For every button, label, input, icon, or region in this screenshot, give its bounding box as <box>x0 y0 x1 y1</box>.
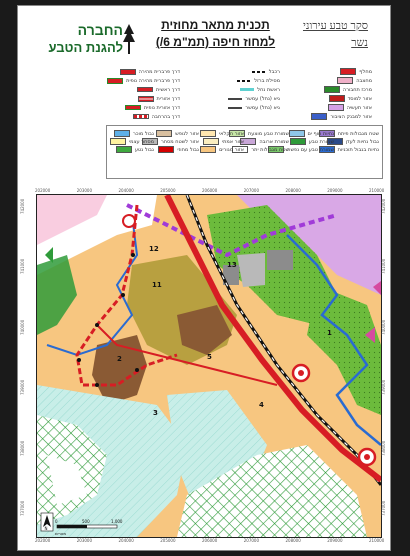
grid-label: 207000 <box>243 538 260 543</box>
legend-item: דרך פרברית מהירה נופית <box>107 77 180 84</box>
grid-label: 210000 <box>369 188 385 193</box>
legend-item: שטח מגבולות פיתח <box>319 130 379 137</box>
grid-label: 202000 <box>35 188 51 193</box>
commercial-block <box>267 250 293 270</box>
zone-label: 3 <box>153 409 158 417</box>
legend-item: גבול נטע <box>116 146 154 153</box>
grid-label: 206000 <box>202 538 218 543</box>
legend-item: אזור לשטח מסחר <box>142 138 199 145</box>
grid-label: 204000 <box>118 188 134 193</box>
legend-item: שמורת טבע <box>290 138 334 145</box>
grid-label: 207000 <box>243 188 260 193</box>
grid-label: 206000 <box>202 188 218 193</box>
legend-item: מסחר עצמי <box>110 138 154 145</box>
organization-name-line1: החברה <box>77 22 123 38</box>
north-arrow-icon <box>41 513 53 531</box>
legend-item: גבול מחוזי <box>158 146 199 153</box>
organization-name-line2: להגנת הטבע <box>48 40 123 55</box>
legend-item: מחצבה <box>337 77 372 84</box>
grid-label: 202000 <box>35 538 51 543</box>
scale-unit: מטרים <box>55 531 67 536</box>
grid-label: 738000 <box>20 440 25 456</box>
legend-item: מסילת ברזל <box>237 77 280 84</box>
legend-item: דרך בהרחבה <box>133 113 180 120</box>
zone-label: 13 <box>227 261 237 269</box>
legend-item: דרך אזורית <box>138 95 181 102</box>
legend-item: נחיות בגבול תוכניות <box>319 146 379 153</box>
grid-label: 209000 <box>327 538 343 543</box>
zone-label: 11 <box>152 281 162 289</box>
legend-item: נחיות חוף ים <box>289 130 334 137</box>
legend-item: דרך ראשית <box>137 86 180 93</box>
grid-label: 742000 <box>381 198 386 214</box>
legend-item: גיא (נחל) עמשר <box>228 95 280 102</box>
grid-label: 741000 <box>381 259 386 275</box>
grid-label: 741000 <box>20 259 25 275</box>
grid-label: 203000 <box>76 188 93 193</box>
grid-label: 737000 <box>381 500 386 516</box>
legend-item: אזור אמתי <box>203 138 244 145</box>
map-title-line1: תכנית מתאר מחוזית <box>161 18 270 32</box>
legend-item: אזור לנופש <box>156 130 199 137</box>
title-block <box>128 18 303 49</box>
legend-item: גיא (נחל) עמשר <box>228 104 280 111</box>
grid-label: 210000 <box>369 538 385 543</box>
city-name: נשר <box>351 37 368 49</box>
legend-item: דרך פרברית מהירה <box>120 68 180 75</box>
legend-item: שטח מגבולות יתר <box>232 146 289 153</box>
scale-label: 1,000 <box>111 519 123 524</box>
grid-label: 740000 <box>20 319 25 335</box>
grid-label: 205000 <box>160 538 176 543</box>
zone-label: 1 <box>327 329 332 337</box>
organization-logo-block <box>28 22 123 55</box>
legend-item: שמורת טבע עם נפשה <box>268 146 334 153</box>
legend-item: דרך אזורית נופית <box>125 104 180 111</box>
legend-item: רכבל <box>252 68 280 75</box>
survey-title-block <box>303 20 368 49</box>
grid-label: 740000 <box>381 319 386 335</box>
interchange-icon <box>359 449 375 465</box>
land-use-map <box>37 195 381 537</box>
grid-label: 203000 <box>76 538 93 543</box>
zone-label: 12 <box>149 245 159 253</box>
legend-item: ראשת נחל <box>240 86 280 93</box>
scale-label: 500 <box>82 519 90 524</box>
zone-label: 2 <box>117 355 122 363</box>
legend-item: אזור חקלאי <box>200 130 244 137</box>
legend-item: מחלף <box>340 68 372 75</box>
grid-label: 739000 <box>381 379 386 396</box>
map-title-line2: למחוז חיפה (תמ"מ 6/) <box>155 35 276 49</box>
legend-item: גבול נחיות לעדן <box>327 138 379 145</box>
legend-item: אזור למוסד <box>329 95 372 102</box>
legend-item: שמורת ארובה <box>240 138 289 145</box>
grid-label: 204000 <box>118 538 134 543</box>
legend-item: גבול מוכר <box>114 130 154 137</box>
grid-label: 205000 <box>160 188 176 193</box>
grid-label: 742000 <box>20 198 25 214</box>
zone-label: 4 <box>259 401 264 409</box>
grid-label: 209000 <box>327 188 343 193</box>
map-sheet <box>18 6 390 550</box>
grid-label: 737000 <box>20 500 25 516</box>
map-frame <box>36 194 382 538</box>
interchange-icon <box>123 215 135 227</box>
legend-bottom-box <box>106 125 383 179</box>
svg-text:N: N <box>44 526 48 531</box>
zone-label: 5 <box>207 353 212 361</box>
scale-label: 0 <box>55 519 58 524</box>
grid-label: 208000 <box>285 188 301 193</box>
grid-label: 739000 <box>20 379 25 396</box>
legend-item: אזור למבנק הציבור <box>311 113 372 120</box>
survey-title: סקר טבע עירוני <box>302 20 368 32</box>
legend-item: שמורת טבע מוצעת <box>229 130 289 137</box>
grid-label: 738000 <box>381 440 386 456</box>
grid-label: 208000 <box>285 538 301 543</box>
legend-item: מרכז תחבורה <box>324 86 372 93</box>
legend-item: אזור תעשיה <box>328 104 372 111</box>
interchange-icon <box>293 365 309 381</box>
legend-item: אזור מגורים <box>200 146 244 153</box>
